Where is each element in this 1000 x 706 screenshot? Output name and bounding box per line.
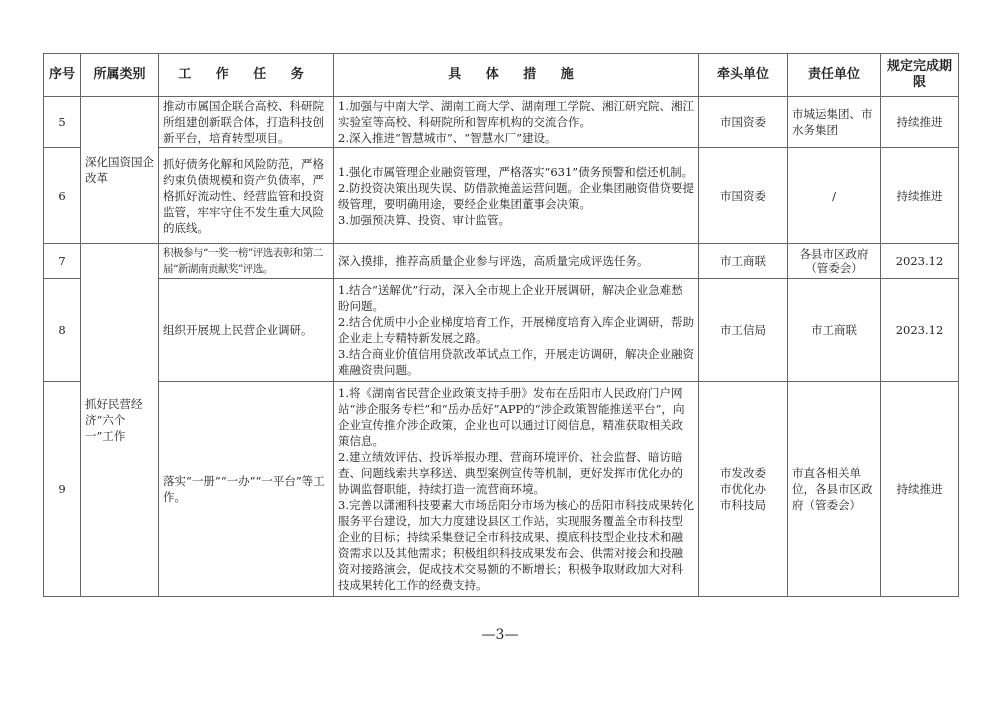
lead-unit: 市发改委 (720, 466, 766, 480)
measure-item: 深入摸排，推荐高质量企业参与评选，高质量完成评选任务。 (338, 254, 649, 268)
header-responsible: 责任单位 (788, 54, 881, 97)
lead-unit: 市优化办 (720, 482, 766, 496)
category-cell: 深化国资国企改革 (81, 97, 159, 244)
header-deadline: 规定完成期限 (881, 54, 959, 97)
task-cell: 组织开展规上民营企业调研。 (159, 279, 334, 382)
lead-cell (699, 382, 788, 597)
header-lead: 牵头单位 (699, 54, 788, 97)
deadline-cell: 2023.12 (881, 244, 959, 279)
responsible-cell: 各县市区政府（管委会） (788, 244, 881, 279)
header-seq: 序号 (44, 54, 81, 97)
task-cell: 积极参与“一奖一榜”评选表彰和第二届“新湖南贡献奖”评选。 (159, 244, 334, 279)
seq-cell: 9 (44, 382, 81, 597)
table-row (44, 244, 959, 279)
measure-item: 2.建立绩效评估、投诉举报办理、营商环境评价、社会监督、暗访暗查、问题线索共享移送、典型案例宣传等机制，更好发挥市优化办的协调监督职能，持续打造一流营商环境。 (338, 450, 683, 496)
page-number: —3— (481, 627, 519, 643)
measure-item: 1.加强与中南大学、湖南工商大学、湖南理工学院、湘江研究院、湘江实验室等高校、科研院所和智库机构的交流合作。 (338, 99, 694, 129)
header-category: 所属类别 (81, 54, 159, 97)
measures-cell (334, 382, 699, 597)
lead-cell: 市国资委 (699, 148, 788, 244)
measure-item: 2.深入推进“智慧城市”、“智慧水厂”建设。 (338, 131, 557, 145)
measures-cell (334, 148, 699, 244)
measures-cell (334, 97, 699, 148)
responsible-cell: 市工商联 (788, 279, 881, 382)
table-row (44, 279, 959, 382)
deadline-cell: 持续推进 (881, 148, 959, 244)
lead-cell: 市工商联 (699, 244, 788, 279)
lead-cell: 市工信局 (699, 279, 788, 382)
deadline-cell: 2023.12 (881, 279, 959, 382)
measure-item: 2.结合优质中小企业梯度培育工作，开展梯度培育入库企业调研，帮助企业走上专精特新发展之路。 (338, 315, 694, 345)
deadline-cell: 持续推进 (881, 382, 959, 597)
lead-unit: 市科技局 (720, 498, 766, 512)
table-row (44, 97, 959, 148)
measure-item: 1.结合“送解优”行动，深入全市规上企业开展调研，解决企业急难愁盼问题。 (338, 283, 683, 313)
measure-item: 1.强化市属管理企业融资管理，严格落实“631”债务预警和偿还机制。 (338, 164, 694, 179)
measure-item: 3.结合商业价值信用贷款改革试点工作，开展走访调研，解决企业融资难融资贵问题。 (338, 347, 694, 377)
category-cell: 抓好民营经济“六个一”工作 (81, 244, 159, 597)
seq-cell: 8 (44, 279, 81, 382)
header-measures: 具 体 措 施 (334, 54, 699, 97)
responsible-cell: 市直各相关单位，各县市区政府（管委会） (788, 382, 881, 597)
measure-item: 1.将《湖南省民营企业政策支持手册》发布在岳阳市人民政府门户网站“涉企服务专栏”和“岳办岳好”APP的“涉企政策智能推送平台”，向企业宣传推介涉企政策，企业也可以通过订阅信息，精准获取相关政策信息。 (338, 386, 685, 448)
task-table (43, 53, 959, 597)
deadline-cell: 持续推进 (881, 97, 959, 148)
seq-cell: 5 (44, 97, 81, 148)
measure-item: 3.加强预决算、投资、审计监管。 (338, 212, 510, 227)
measures-cell (334, 244, 699, 279)
measure-item: 2.防投资决策出现失误、防借款掩盖运营问题。企业集团融资借贷要提级管理，要明确用途，要经企业集团董事会决策。 (338, 180, 694, 211)
task-cell: 抓好债务化解和风险防范，严格约束负债规模和资产负债率，严格抓好流动性、经营监管和投资监管，牢牢守住不发生重大风险的底线。 (159, 148, 334, 244)
measure-item: 3.完善以潇湘科技要素大市场岳阳分市场为核心的岳阳市科技成果转化服务平台建设，加大力度建设县区工作站，实现服务覆盖全市科技型企业的目标；持续采集登记全市科技成果、摸底科技型企业技术和融资需求以及其他需求；积极组织科技成果发布会、供需对接会和投融资对接路演会，促成技术交易额的不断增长；积极争取财政加大对科技成果转化工作的经费支持。 (338, 498, 694, 592)
task-cell: 推动市属国企联合高校、科研院所组建创新联合体，打造科技创新平台，培育转型项目。 (159, 97, 334, 148)
header-task: 工 作 任 务 (159, 54, 334, 97)
table-row (44, 148, 959, 244)
responsible-cell: 市城运集团、市水务集团 (788, 97, 881, 148)
table-header-row (44, 54, 959, 97)
lead-cell: 市国资委 (699, 97, 788, 148)
seq-cell: 6 (44, 148, 81, 244)
responsible-cell: / (788, 148, 881, 244)
seq-cell: 7 (44, 244, 81, 279)
table-row (44, 382, 959, 597)
measures-cell (334, 279, 699, 382)
task-cell: 落实“一册”“一办”“一平台”等工作。 (159, 382, 334, 597)
